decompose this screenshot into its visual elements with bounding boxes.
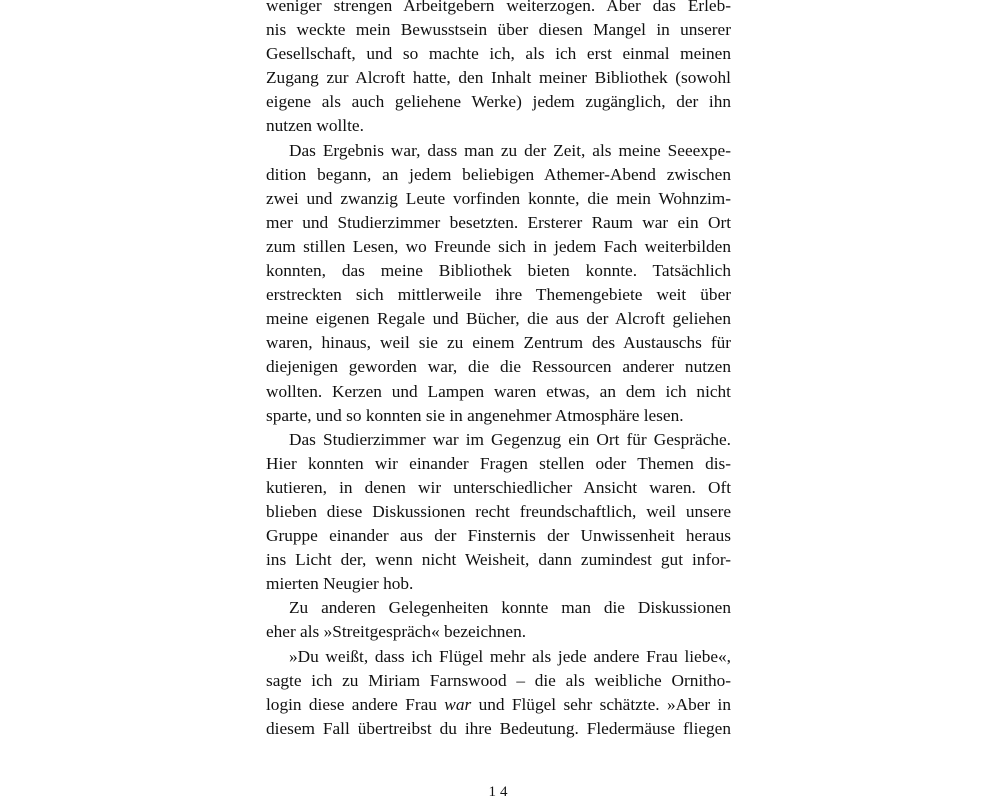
text-line: erstreckten sich mittlerweile ihre Themengebiete weit über [266,285,731,305]
text-line: diejenigen geworden war, die die Ressourcen anderer nutzen [266,357,731,377]
italic-word: war [444,694,472,714]
paragraph [266,596,731,644]
text-line: nutzen wollte. [266,116,364,136]
text-line: Zu anderen Gelegenheiten konnte man die Diskussionen [289,598,731,618]
text-line: zwei und zwanzig Leute vorfinden konnte, die mein Wohnzim- [266,188,731,208]
body-text [266,0,731,741]
text-line: blieben diese Diskussionen recht freundschaftlich, weil unsere [266,501,731,521]
paragraph [266,0,731,139]
text-line: Gesellschaft, und so machte ich, als ich erst einmal meinen [266,44,731,64]
paragraph [266,139,731,428]
text-line: dition begann, an jedem beliebigen Athemer-Abend zwischen [266,164,731,184]
text-line: Zugang zur Alcroft hatte, den Inhalt meiner Bibliothek (sowohl [266,68,731,88]
text-line: waren, hinaus, weil sie zu einem Zentrum des Austauschs für [266,333,731,353]
text-line: Das Studierzimmer war im Gegenzug ein Ort für Gespräche. [289,429,731,449]
text-line: mer und Studierzimmer besetzten. Ersterer Raum war ein Ort [266,212,731,232]
paragraph [266,428,731,597]
text-line: eigene als auch geliehene Werke) jedem zugänglich, der ihn [266,92,731,112]
page-number: 14 [488,784,512,800]
text-line: weniger strengen Arbeitgebern weiterzogen. Aber das Erleb- [266,0,731,15]
text-line: zum stillen Lesen, wo Freunde sich in jedem Fach weiterbilden [266,236,731,256]
text-run: und Flügel sehr schätzte. »Aber in [471,694,731,714]
paragraph [266,645,731,741]
text-line: Gruppe einander aus der Finsternis der Unwissenheit heraus [266,526,731,546]
text-line: nis weckte mein Bewusstsein über diesen Mangel in unserer [266,20,731,40]
text-line-with-italic [266,693,731,717]
text-line: Das Ergebnis war, dass man zu der Zeit, als meine Seeexpe- [289,140,731,160]
text-line: diesem Fall übertreibst du ihre Bedeutung. Fledermäuse fliegen [266,718,731,738]
text-line: konnten, das meine Bibliothek bieten konnte. Tatsächlich [266,261,731,281]
text-run: login diese andere Frau [266,694,445,714]
text-line: wollten. Kerzen und Lampen waren etwas, an dem ich nicht [266,381,731,401]
text-line: ins Licht der, wenn nicht Weisheit, dann zumindest gut infor- [266,550,731,570]
text-line: »Du weißt, dass ich Flügel mehr als jede andere Frau liebe«, [289,646,731,666]
text-line: meine eigenen Regale und Bücher, die aus der Alcroft geliehen [266,309,731,329]
text-line: eher als »Streitgespräch« bezeichnen. [266,622,527,642]
text-line: sparte, und so konnten sie in angenehmer Atmosphäre lesen. [266,405,684,425]
text-line: sagte ich zu Miriam Farnswood – die als weibliche Ornitho- [266,670,731,690]
text-line: kutieren, in denen wir unterschiedlicher Ansicht waren. Oft [266,477,731,497]
text-line: Hier konnten wir einander Fragen stellen oder Themen dis- [266,453,731,473]
text-line: mierten Neugier hob. [266,574,414,594]
